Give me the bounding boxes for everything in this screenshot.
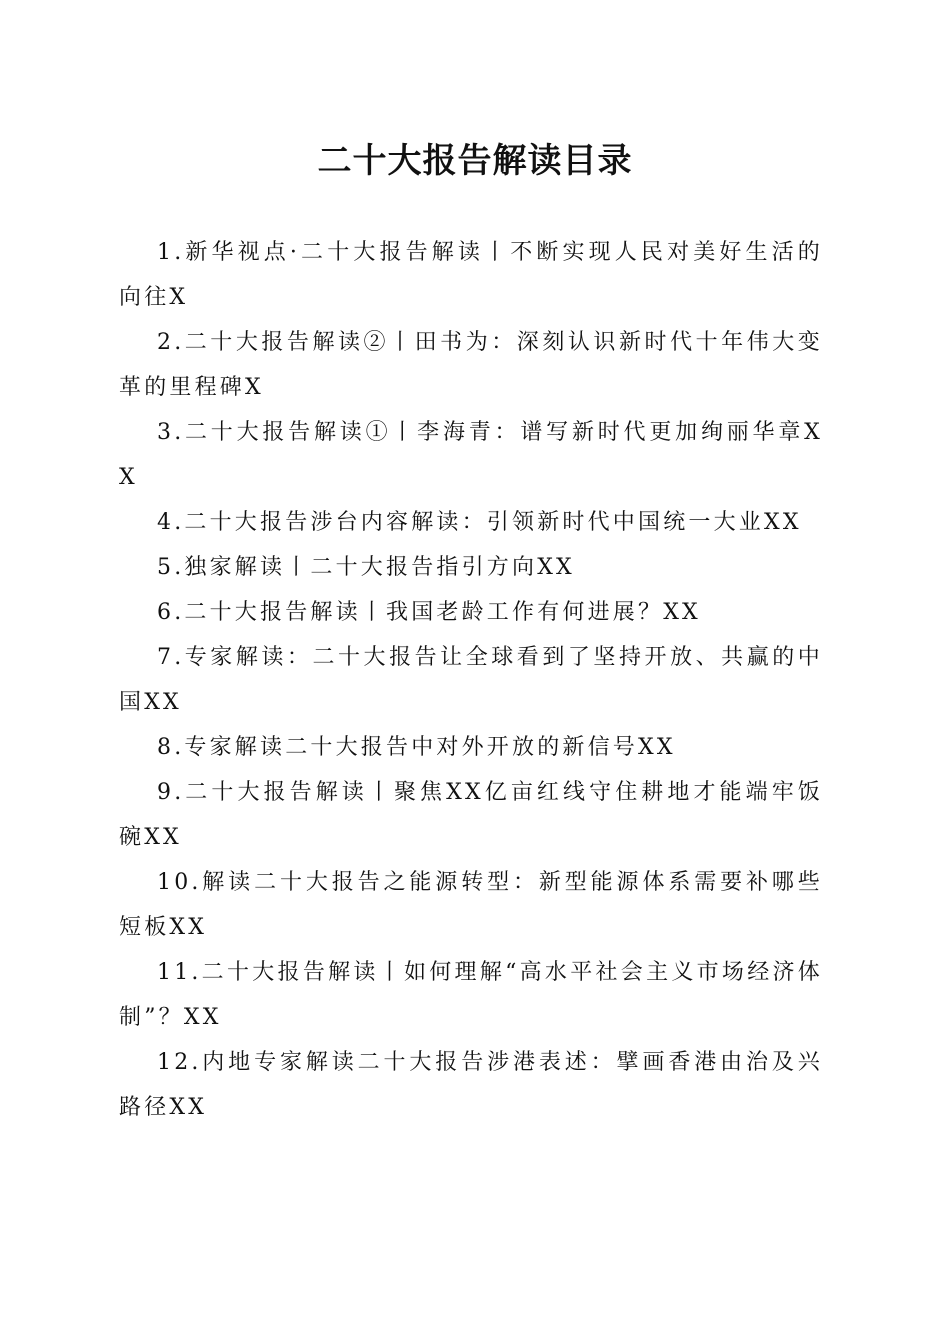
toc-item: 3.二十大报告解读①丨李海青：谱写新时代更加绚丽华章XX xyxy=(119,420,823,490)
toc-item: 10.解读二十大报告之能源转型：新型能源体系需要补哪些短板XX xyxy=(119,870,823,940)
page-title: 二十大报告解读目录 xyxy=(317,141,633,181)
toc-item: 4.二十大报告涉台内容解读：引领新时代中国统一大业XX xyxy=(157,510,802,535)
toc-item: 2.二十大报告解读②丨田书为：深刻认识新时代十年伟大变革的里程碑X xyxy=(119,330,823,400)
toc-item: 11.二十大报告解读丨如何理解“高水平社会主义市场经济体制”？XX xyxy=(119,960,823,1030)
toc-item: 6.二十大报告解读丨我国老龄工作有何进展？XX xyxy=(157,600,701,625)
toc-item: 1.新华视点·二十大报告解读丨不断实现人民对美好生活的向往X xyxy=(119,240,823,310)
toc-item: 9.二十大报告解读丨聚焦XX亿亩红线守住耕地才能端牢饭碗XX xyxy=(119,780,823,850)
toc-item: 5.独家解读丨二十大报告指引方向XX xyxy=(157,555,575,580)
toc-item: 7.专家解读：二十大报告让全球看到了坚持开放、共赢的中国XX xyxy=(119,645,823,715)
toc-item: 8.专家解读二十大报告中对外开放的新信号XX xyxy=(157,735,676,760)
toc-list xyxy=(119,230,823,1130)
toc-item: 12.内地专家解读二十大报告涉港表述：擘画香港由治及兴路径XX xyxy=(119,1050,823,1120)
